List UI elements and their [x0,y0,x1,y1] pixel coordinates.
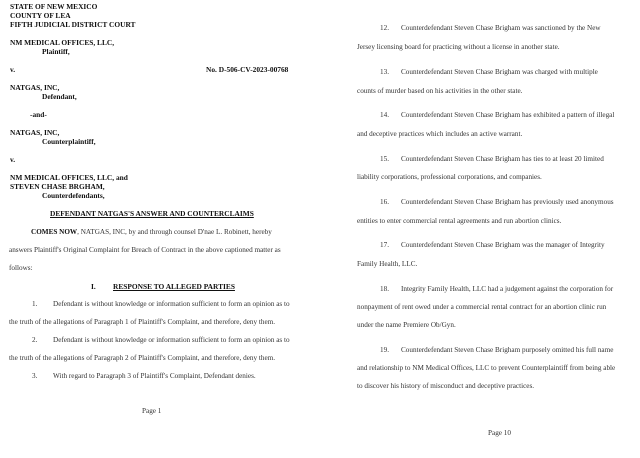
paragraph-number: 13. [380,68,389,76]
intro-line-3: follows: [9,264,33,272]
caption-court: FIFTH JUDICIAL DISTRICT COURT [10,20,136,29]
paragraph-line: nonpayment of rent owed under a commercial rental contract for an abortion clinic run [357,303,607,311]
paragraph-number: 14. [380,111,389,119]
caption-counterdefendants-line2: STEVEN CHASE BRGHAM, [10,182,105,191]
caption-counterplaintiff-name: NATGAS, INC, [10,128,60,137]
paragraph-line: With regard to Paragraph 3 of Plaintiff's Complaint, Defendant denies. [53,372,256,380]
section-heading: RESPONSE TO ALLEGED PARTIES [113,282,235,291]
paragraph-number: 19. [380,346,389,354]
paragraph-number: 15. [380,155,389,163]
intro-lead: COMES NOW [31,228,78,236]
paragraph-line: and relationship to NM Medical Offices, LLC to prevent Counterplaintiff from being able [357,364,616,372]
caption-county: COUNTY OF LEA [10,11,71,20]
page-number: Page 1 [142,407,162,415]
paragraph-line: to discover his history of misconduct and deceptive practices. [357,382,535,390]
caption-counterdefendants-line1: NM MEDICAL OFFICES, LLC, and [10,173,128,182]
paragraph-line: Counterdefendant Steven Chase Brigham was the manager of Integrity [401,241,605,249]
intro-line-1 [31,228,272,236]
caption-plaintiff-role: Plaintiff, [42,47,70,56]
paragraph-line: Defendant is without knowledge or information sufficient to form an opinion as to [53,300,290,308]
paragraph-line: entities to enter commercial rental agreements and run abortion clinics. [357,217,562,225]
paragraph-number: 17. [380,241,389,249]
paragraph-line: Counterdefendant Steven Chase Brigham has exhibited a pattern of illegal [401,111,615,119]
paragraph-line: counts of murder based on his activities in the other state. [357,87,523,95]
paragraph-line: Integrity Family Health, LLC had a judgement against the corporation for [401,285,614,293]
paragraph-number: 16. [380,198,389,206]
paragraph-line: Jersey licensing board for practicing without a license in another state. [357,43,560,51]
paragraph-number: 3. [32,372,38,380]
caption-versus-2: v. [10,155,16,164]
caption-defendant-role: Defendant, [42,92,77,101]
paragraph-line: under the name Premiere Ob/Gyn. [357,321,456,329]
caption-defendant-name: NATGAS, INC, [10,83,60,92]
paragraph-line: Counterdefendant Steven Chase Brigham has previously used anonymous [401,198,614,206]
paragraph-number: 12. [380,24,389,32]
page-number: Page 10 [488,429,511,437]
intro-line-1-rest: , NATGAS, INC, by and through counsel D'nae L. Robinett, hereby [77,228,272,236]
paragraph-line: Defendant is without knowledge or information sufficient to form an opinion as to [53,336,290,344]
caption-state: STATE OF NEW MEXICO [10,2,98,11]
paragraph-number: 2. [32,336,38,344]
paragraph-line: Counterdefendant Steven Chase Brigham purposely omitted his full name [401,346,614,354]
intro-line-2: answers Plaintiff's Original Complaint for Breach of Contract in the above captioned matter as [9,246,281,254]
caption-and: -and- [30,110,47,119]
paragraph-line: the truth of the allegations of Paragraph 1 of Plaintiff's Complaint, and therefore, deny them. [9,318,276,326]
caption-counterplaintiff-role: Counterplaintiff, [42,137,96,146]
caption-versus: v. [10,65,16,74]
paragraph-number: 18. [380,285,389,293]
paragraph-line: the truth of the allegations of Paragraph 2 of Plaintiff's Complaint, and therefore, deny them. [9,354,276,362]
paragraph-line: liability corporations, professional corporations, and companies. [357,173,542,181]
document-title: DEFENDANT NATGAS'S ANSWER AND COUNTERCLAIMS [50,209,254,218]
paragraph-line: Counterdefendant Steven Chase Brigham has ties to at least 20 limited [401,155,604,163]
caption-plaintiff-name: NM MEDICAL OFFICES, LLC, [10,38,115,47]
caption-counterdefendants-role: Counterdefendants, [42,191,105,200]
section-number: I. [91,282,96,291]
paragraph-line: Counterdefendant Steven Chase Brigham was sanctioned by the New [401,24,601,32]
document-page-10 [320,0,640,458]
paragraph-line: Counterdefendant Steven Chase Brigham was charged with multiple [401,68,598,76]
paragraph-line: and deceptive practices which includes an active warrant. [357,130,523,138]
paragraph-number: 1. [32,300,38,308]
paragraph-line: Family Health, LLC. [357,260,418,268]
case-number: No. D-506-CV-2023-00768 [206,65,289,74]
